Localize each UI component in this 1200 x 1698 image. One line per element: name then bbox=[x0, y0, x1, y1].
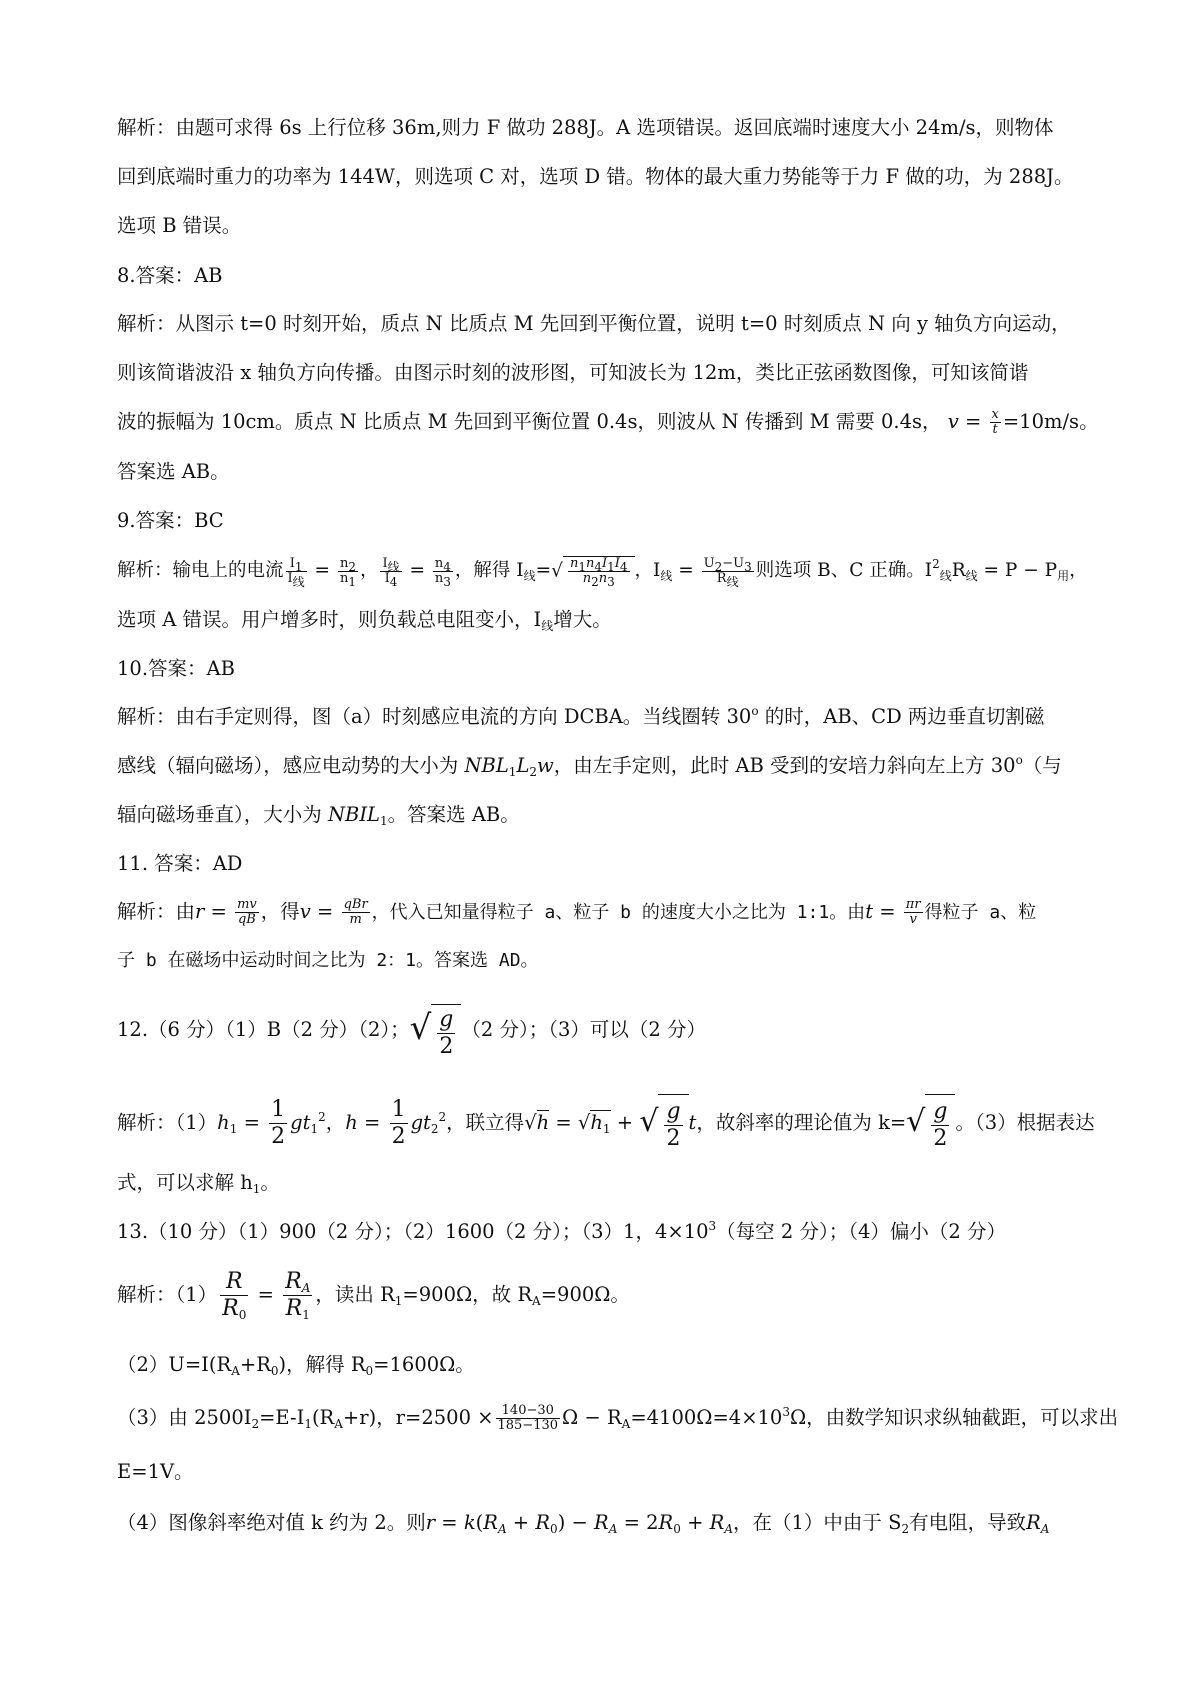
q13-analysis-line-2-mid2: )，解得 R bbox=[278, 1353, 366, 1376]
q13-analysis-line-5: （4）图像斜率绝对值 k 约为 2。则$r = k(R_A + R_0) - R_A = 2R_0 + R_A$，在（1）中由于 $S_2$有电阻，导致$R_A$ bbox=[117, 1511, 1050, 1536]
q11-analysis-line-1: 解析：由r = $\frac{mv}{qB}$ ，得v = $\frac{\text{qBr}}{m}$ ，代入已知量得粒子 a、粒子 b 的速度大小之比为 1:1。由t = $\frac{\pi r}{v}$ 得粒子 a、粒 bbox=[117, 897, 1037, 927]
q8-analysis-line-2: 则该简谐波沿 x 轴负方向传播。由图示时刻的波形图，可知波长为 12m，类比正弦函数图像，可知该简谐 bbox=[117, 361, 1029, 384]
q13-analysis-line-3-mid3: +r)，r=2500 × bbox=[342, 1406, 494, 1429]
q10-analysis-line-1-text: 解析：由右手定则得，图（a）时刻感应电流的方向 DCBA。当线圈转 30 bbox=[117, 705, 752, 728]
q7-analysis-line-3: 选项 B 错误。 bbox=[117, 214, 242, 237]
q10-answer: 10.答案：AB bbox=[117, 657, 235, 680]
q10-analysis-line-2-text: 感线（辐向磁场），感应电动势的大小为 bbox=[117, 754, 465, 777]
q11-analysis-line-2: 子 b 在磁场中运动时间之比为 2：1。答案选 AD。 bbox=[117, 950, 539, 971]
q13-analysis-line-1-mid2: =900Ω，故 R bbox=[402, 1283, 533, 1306]
q10-analysis-line-3-tail: 。答案选 AB。 bbox=[387, 803, 520, 826]
q10-analysis-line-2-mid: ，由左手定则，此时 AB 受到的安培力斜向左上方 30 bbox=[553, 754, 1016, 777]
q10-analysis-line-3: 辐向磁场垂直），大小为 $NBIL_1$。答案选 AB。 bbox=[117, 803, 520, 828]
q9-analysis-line-2-text: 选项 A 错误。用户增多时，则负载总电阻变小，I bbox=[117, 608, 542, 631]
q8-answer: 8.答案：AB bbox=[117, 264, 223, 287]
q12-analysis-line-1-tail: 。（3）根据表达 bbox=[955, 1111, 1095, 1134]
q13-analysis-line-1: 解析：（1） $\frac{R}{R_0}$ = $\frac{R_A}{R_1}$ ，读出 $R_1=900\Omega$，故 $R_A=900\Omega$。 bbox=[117, 1269, 630, 1322]
line-current-sqrt: √ $\frac{n_1n_4I_1I_4}{n_2n_3}$ bbox=[551, 556, 634, 586]
q10-analysis-line-1: 解析：由右手定则得，图（a）时刻感应电流的方向 DCBA。当线圈转 30$^o$ 的时，AB、CD 两边垂直切割磁 bbox=[117, 704, 1045, 728]
q8-analysis-line-3-tail: =10m/s。 bbox=[1002, 410, 1099, 433]
q13-analysis-line-2-mid1: +R bbox=[239, 1353, 271, 1376]
q13-analysis-line-3-mid2: (R bbox=[311, 1406, 335, 1429]
slope-fraction: $\frac{140-30}{185-130}$ bbox=[497, 1403, 559, 1433]
q11-analysis-line-1-text: 解析：由 bbox=[117, 900, 196, 923]
q13-analysis-line-5-mid: ，在（1）中由于 S bbox=[732, 1511, 902, 1534]
q13-answer: 13.（10 分）（1）900（2 分）；（2）1600（2 分）；（3）1，$4\times 10^3$（每空 2 分）；（4）偏小（2 分） bbox=[117, 1219, 1006, 1243]
q13-answer-tail: （每空 2 分）；（4）偏小（2 分） bbox=[716, 1220, 1006, 1243]
q13-analysis-line-2: $(2)U=I(R_A+R_0)$，解得 $R_0=1600\Omega$。 bbox=[117, 1353, 475, 1378]
q13-analysis-line-5-text: （4）图像斜率绝对值 k 约为 2。则 bbox=[117, 1511, 426, 1534]
q10-analysis-line-1-tail: 的时，AB、CD 两边垂直切割磁 bbox=[758, 705, 1045, 728]
q11-answer: 11. 答案：AD bbox=[117, 852, 243, 875]
q9-analysis-line-1-tail: 则选项 B、C 正确。 bbox=[755, 560, 925, 581]
q12-analysis-line-1-mid2: ，故斜率的理论值为 k= bbox=[696, 1111, 907, 1134]
q13-analysis-line-3: （3）由 $2500I_2=E-I_1(R_A+r)$，r=2500 × $\frac{140-30}{185-130}$ $\Omega - R_A=4100\Omega=4\times 10^3\Omega$，由数学知识求纵轴截距，可以求出 bbox=[117, 1403, 1119, 1433]
q11-analysis-line-1-mid1: ，得 bbox=[260, 900, 300, 923]
q10-analysis-line-2: 感线（辐向磁场），感应电动势的大小为 $NBL_1L_2w$，由左手定则，此时 AB 受到的安培力斜向左上方 30$^o$（与 bbox=[117, 753, 1062, 779]
time-formula: $\frac{\pi r}{v}$ bbox=[905, 897, 921, 927]
speed-formula: $\frac{\text{qBr}}{m}$ bbox=[343, 897, 368, 927]
q13-analysis-line-2-text: （2）U=I(R bbox=[117, 1353, 232, 1376]
q13-answer-text: 13.（10 分）（1）900（2 分）；（2）1600（2 分）；（3）1，4×10 bbox=[117, 1220, 709, 1243]
q11-analysis-line-1-tail: 得粒子 a、粒 bbox=[924, 902, 1037, 923]
q13-analysis-line-3-mid4: Ω − R bbox=[562, 1406, 622, 1429]
q8-analysis-line-3-text: 波的振幅为 10cm。质点 N 比质点 M 先回到平衡位置 0.4s，则波从 N 传播到 M 需要 0.4s， bbox=[117, 410, 942, 433]
q13-analysis-line-1-text: 解析：（1） bbox=[117, 1283, 218, 1306]
q13-analysis-line-1-mid1: ，读出 R bbox=[315, 1283, 395, 1306]
q13-analysis-line-4: E=1V。 bbox=[117, 1460, 194, 1483]
q9-analysis-line-2-tail: 增大。 bbox=[553, 608, 612, 631]
q9-analysis-line-1-text: 解析：输电上的电流 bbox=[117, 560, 284, 581]
q12-answer bbox=[117, 1000, 1110, 1059]
q12-analysis-line-2: 式，可以求解 $h_1$。 bbox=[117, 1171, 280, 1196]
q13-analysis-line-3-mid5: =4100Ω=4×10 bbox=[630, 1406, 783, 1429]
q13-analysis-line-2-tail: =1600Ω。 bbox=[373, 1353, 475, 1376]
q13-analysis-line-3-text: （3）由 2500I bbox=[117, 1406, 252, 1429]
q13-analysis-line-3-tail: Ω，由数学知识求纵轴截距，可以求出 bbox=[789, 1406, 1119, 1429]
q10-analysis-line-2-tail: （与 bbox=[1022, 754, 1062, 777]
q13-analysis-line-5-tail: 有电阻，导致 bbox=[909, 1511, 1027, 1534]
q13-analysis-line-1-tail: =900Ω。 bbox=[540, 1283, 630, 1306]
q12-sqrt-g-over-2: √ $\frac{g}{2}$ bbox=[410, 1000, 462, 1061]
q9-analysis-line-1-mid: ，解得 I bbox=[454, 560, 524, 581]
q9-analysis-line-2: 选项 A 错误。用户增多时，则负载总电阻变小，$I_线$增大。 bbox=[117, 608, 612, 633]
q8-analysis-line-3 bbox=[117, 408, 1110, 437]
q8-analysis-line-4: 答案选 AB。 bbox=[117, 460, 230, 483]
q12-analysis-line-1-text: 解析：（1） bbox=[117, 1111, 218, 1134]
q12-answer-tail: （2 分）；（3）可以（2 分） bbox=[461, 1018, 707, 1041]
radius-formula: $\frac{mv}{qB}$ bbox=[237, 897, 257, 927]
q7-analysis-line-2: 回到底端时重力的功率为 144W，则选项 C 对，选项 D 错。物体的最大重力势能等于力 F 做的功，为 288J。 bbox=[117, 165, 1074, 188]
current-ratio-formula: $\frac{I_1}{I_线}$ bbox=[287, 555, 305, 589]
q9-analysis-line-1: 解析：输电上的电流 $\frac{I_1}{I_线}$ = $\frac{n_2}{n_1}$ ， $\frac{I_线}{I_4}$ = $\frac{n_4}{n_3}$ ，解得 $I_线=√$ $\frac{n_1n_4I_1I_4}{n_2n_3}$ ，$I_线$ = $\frac{U_2-U_3}{R_线}$ 则选项 B、C 正确。$I^2_线R_线 = P - P_用$， bbox=[117, 555, 1088, 589]
q13-analysis-line-3-mid1: =E-I bbox=[259, 1406, 305, 1429]
q12-analysis-line-1-mid1: ，联立得 bbox=[446, 1111, 525, 1134]
q12-analysis-line-1: 解析：$(1)h_1$ = $\frac{1}{2}$ $gt_1^2$，h = $\frac{1}{2}$ $gt_2^2$，联立得$√h = √h_1$ + √ $\frac{g}{2}$ t，故斜率的理论值为 k=√ $\frac{g}{2}$ 。（3）根据表达 bbox=[117, 1092, 1110, 1152]
q11-analysis-line-1-mid2: ，代入已知量得粒子 a、粒子 b 的速度大小之比为 1:1。由 bbox=[371, 902, 866, 923]
q7-analysis-line-1: 解析：由题可求得 6s 上行位移 36m,则力 F 做功 288J。A 选项错误。返回底端时速度大小 24m/s，则物体 bbox=[117, 116, 1054, 139]
q9-answer: 9.答案：BC bbox=[117, 509, 224, 532]
q8-analysis-line-1: 解析：从图示 t=0 时刻开始，质点 N 比质点 M 先回到平衡位置，说明 t=0 时刻质点 N 向 y 轴负方向运动， bbox=[117, 312, 1071, 335]
q10-analysis-line-3-text: 辐向磁场垂直），大小为 bbox=[117, 803, 328, 826]
velocity-formula: v = $\frac{x}{t}$ bbox=[947, 407, 999, 437]
q12-analysis-line-2-text: 式，可以求解 h bbox=[117, 1171, 253, 1194]
q12-answer-text: 12.（6 分）（1）B（2 分）（2）； bbox=[117, 1018, 410, 1041]
